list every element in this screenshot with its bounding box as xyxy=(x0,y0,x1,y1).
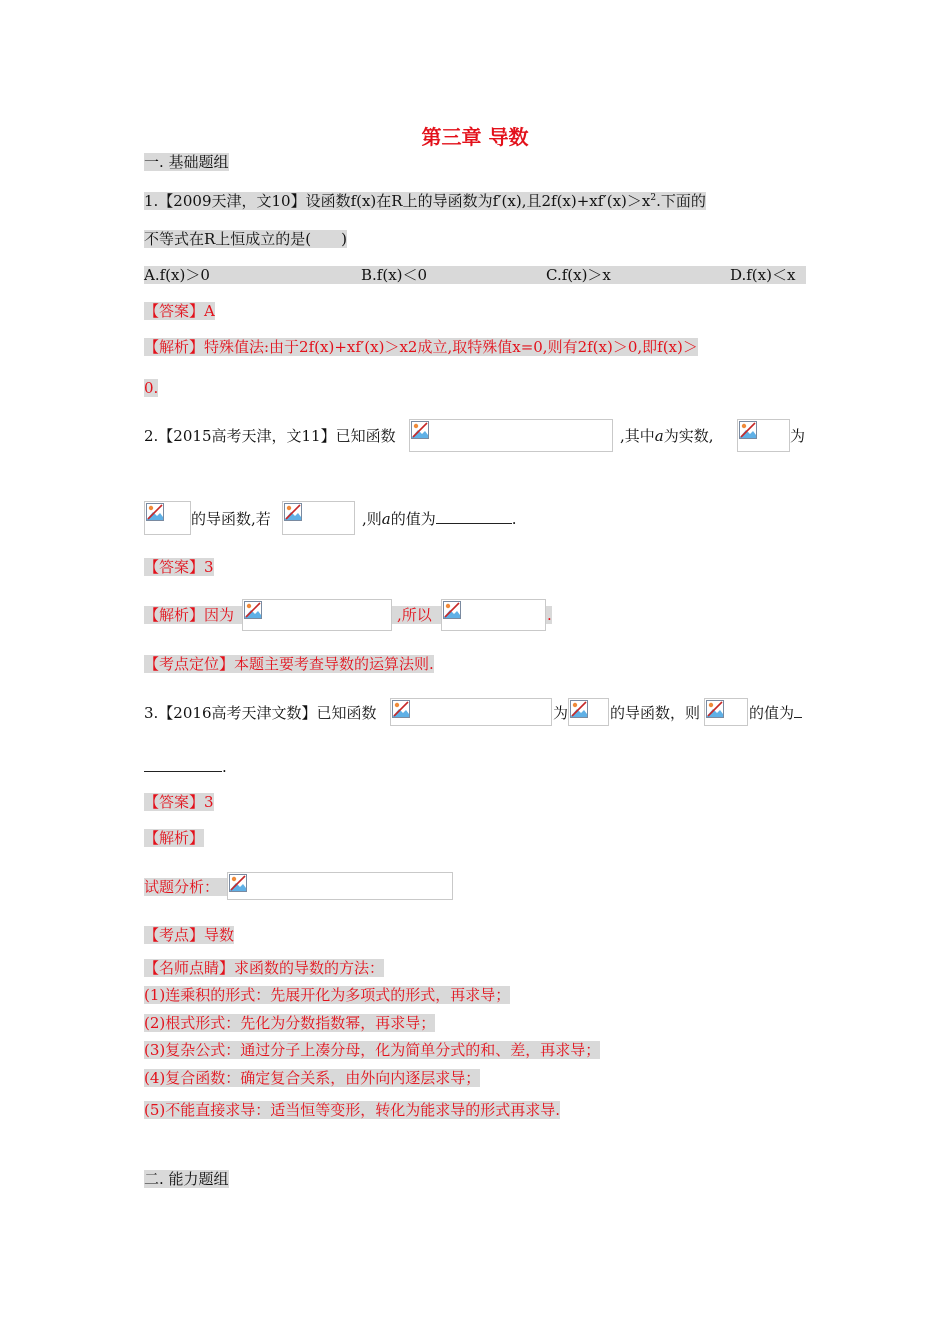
q3-text-mid-1: 为 xyxy=(553,704,569,722)
broken-image-icon xyxy=(706,700,724,718)
q1-analysis-line-2: 0. xyxy=(144,379,159,397)
q1-option-b: B.f(x)＜0 xyxy=(361,266,428,284)
q2-line2-text-a: 的导函数,若 xyxy=(191,510,271,528)
q2-formula-image-1 xyxy=(409,419,613,452)
q3-tip-5: (5)不能直接求导：适当恒等变形，转化为能求导的形式再求导. xyxy=(144,1101,561,1119)
q3-analysis-detail: 试题分析： xyxy=(144,878,220,896)
q3-tip-title: 【名师点睛】求函数的导数的方法： xyxy=(144,959,385,977)
q3-lead: 3.【2016高考天津文数】已知函数 xyxy=(144,704,377,722)
broken-image-icon xyxy=(244,601,262,619)
q3-tip-2: (2)根式形式：先化为分数指数幂，再求导； xyxy=(144,1014,436,1032)
broken-image-icon xyxy=(570,700,588,718)
q1-option-c: C.f(x)＞x xyxy=(546,266,611,284)
q3-formula-image-3 xyxy=(704,698,748,726)
broken-image-icon xyxy=(146,503,164,521)
q3-tip-1: (1)连乘积的形式：先展开化为多项式的形式，再求导； xyxy=(144,986,511,1004)
q2-answer: 【答案】3 xyxy=(144,558,214,576)
answer-blank xyxy=(144,757,222,772)
q1-answer: 【答案】A xyxy=(144,302,215,320)
q1-line-2: 不等式在R上恒成立的是( ) xyxy=(144,230,347,248)
q1-analysis-line-1: 【解析】特殊值法:由于2f(x)+xf′(x)＞x2成立,取特殊值x=0,则有2f(x)＞0,即f(x)＞ xyxy=(144,338,698,356)
q3-text-mid-2: 的导函数，则 xyxy=(610,704,701,722)
broken-image-icon xyxy=(392,700,410,718)
answer-blank xyxy=(794,703,802,718)
broken-image-icon xyxy=(443,601,461,619)
q3-formula-image-1 xyxy=(390,698,552,726)
q2-point: 【考点定位】本题主要考查导数的运算法则. xyxy=(144,655,434,673)
q1-line-1: 1.【2009天津，文10】设函数f(x)在R上的导函数为f′(x),且$2f(x)+xf'(x)>x^2$.下面的 xyxy=(144,192,706,210)
broken-image-icon xyxy=(229,874,247,892)
q2-formula-image-4 xyxy=(282,501,355,535)
q2-formula-image-2 xyxy=(737,419,790,452)
q3-point: 【考点】导数 xyxy=(144,926,235,944)
q3-tip-4: (4)复合函数：确定复合关系，由外向内逐层求导； xyxy=(144,1069,481,1087)
q3-formula-image-4 xyxy=(227,872,453,900)
section-1-heading: 一. 基础题组 xyxy=(144,153,229,171)
q3-formula-image-2 xyxy=(568,698,609,726)
q3-answer: 【答案】3 xyxy=(144,793,214,811)
q2-formula-image-5 xyxy=(242,599,392,631)
broken-image-icon xyxy=(739,421,757,439)
q1-options-row xyxy=(144,266,806,284)
q3-line-2: . xyxy=(144,757,227,777)
q2-text-mid: ,其中a为实数, xyxy=(620,427,714,445)
broken-image-icon xyxy=(411,421,429,439)
q3-analysis: 【解析】 xyxy=(144,829,205,847)
q2-formula-image-6 xyxy=(441,599,546,631)
q2-formula-image-3 xyxy=(144,501,191,535)
q3-tip-3: (3)复杂公式：通过分子上凑分母，化为简单分式的和、差，再求导； xyxy=(144,1041,601,1059)
q2-line2-text-b: ,则a的值为 . xyxy=(362,510,517,528)
q2-lead: 2.【2015高考天津，文11】已知函数 xyxy=(144,427,396,445)
chapter-title: 第三章 导数 xyxy=(421,125,529,149)
q2-analysis-lead: 【解析】因为 xyxy=(144,606,235,624)
q2-text-end: 为 xyxy=(790,427,806,445)
q3-text-end: 的值为 xyxy=(749,703,802,723)
broken-image-icon xyxy=(284,503,302,521)
q2-analysis-end: . xyxy=(547,606,552,624)
answer-blank xyxy=(436,509,512,524)
q1-option-d: D.f(x)＜x xyxy=(730,266,796,284)
q1-option-a: A.f(x)＞0 xyxy=(144,266,210,284)
q2-analysis-mid: ,所以 xyxy=(397,606,432,624)
section-2-heading: 二. 能力题组 xyxy=(144,1170,229,1188)
